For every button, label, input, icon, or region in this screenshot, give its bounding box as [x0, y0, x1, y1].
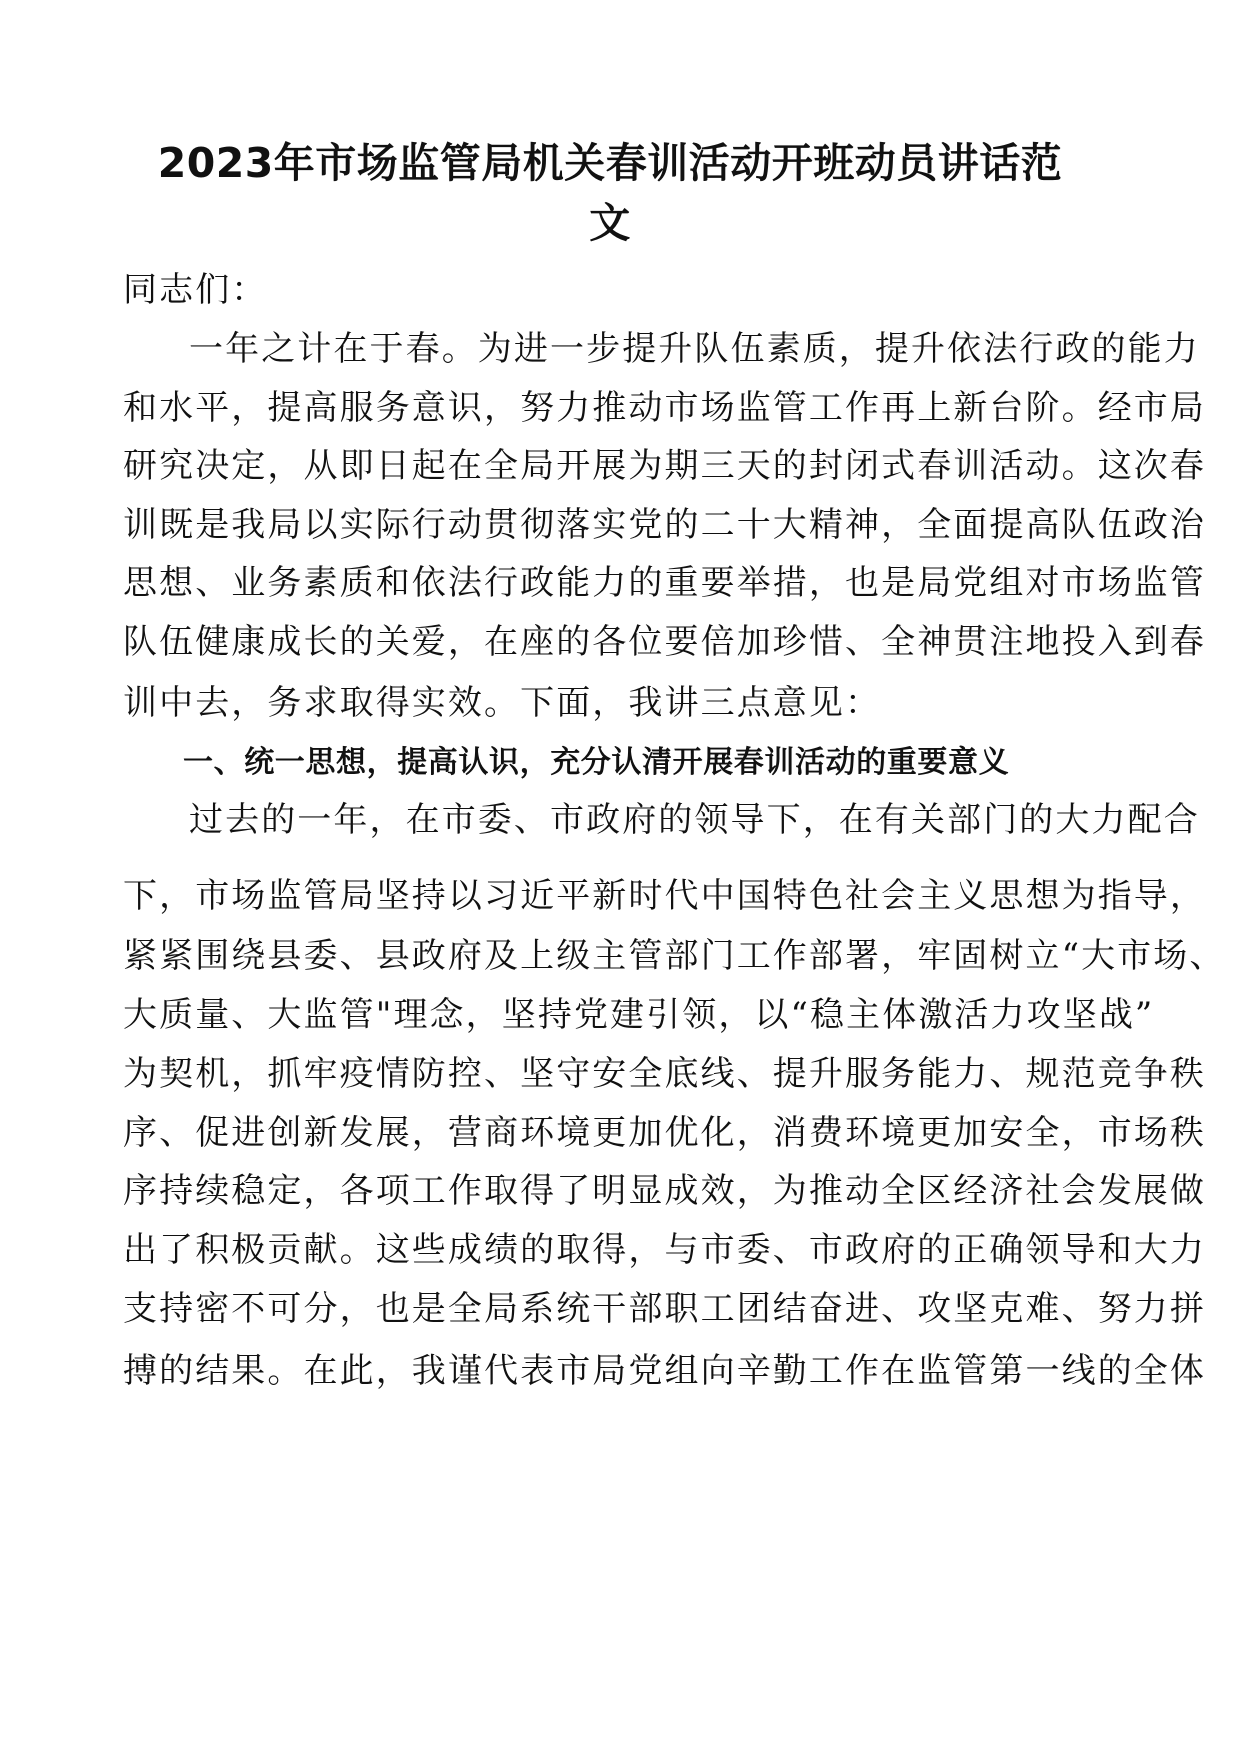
paragraph-2-line: 搏的结果。在此，我谨代表市局党组向辛勤工作在监管第一线的全体: [123, 1351, 1206, 1391]
paragraph-1-line: 和水平，提高服务意识，努力推动市场监管工作再上新台阶。经市局: [123, 388, 1206, 428]
paragraph-1-line: 一年之计在于春。为进一步提升队伍素质，提升依法行政的能力: [189, 329, 1200, 369]
document-title-line-1: 2023年市场监管局机关春训活动开班动员讲话范: [157, 139, 1063, 187]
paragraph-2-line: 紧紧围绕县委、县政府及上级主管部门工作部署，牢固树立“大市场、: [123, 936, 1226, 976]
paragraph-2-line: 支持密不可分，也是全局系统干部职工团结奋进、攻坚克难、努力拼: [123, 1289, 1206, 1329]
paragraph-2-line: 为契机，抓牢疫情防控、坚守安全底线、提升服务能力、规范竞争秩: [123, 1054, 1206, 1094]
paragraph-1-line: 训既是我局以实际行动贯彻落实党的二十大精神，全面提高队伍政治: [123, 505, 1206, 545]
paragraph-2-line: 下，市场监管局坚持以习近平新时代中国特色社会主义思想为指导，: [123, 876, 1206, 916]
paragraph-1-line: 思想、业务素质和依法行政能力的重要举措，也是局党组对市场监管: [123, 563, 1206, 603]
paragraph-1-line: 研究决定，从即日起在全局开展为期三天的封闭式春训活动。这次春: [123, 446, 1206, 486]
paragraph-2-line: 序持续稳定，各项工作取得了明显成效，为推动全区经济社会发展做: [123, 1171, 1206, 1211]
salutation: 同志们：: [123, 270, 268, 310]
paragraph-1-line: 训中去，务求取得实效。下面，我讲三点意见：: [123, 683, 882, 723]
paragraph-2-line: 出了积极贡献。这些成绩的取得，与市委、市政府的正确领导和大力: [123, 1230, 1206, 1270]
section-1-heading: 一、统一思想，提高认识，充分认清开展春训活动的重要意义: [183, 745, 1010, 780]
paragraph-2-line: 序、促进创新发展，营商环境更加优化，消费环境更加安全，市场秩: [123, 1113, 1206, 1153]
paragraph-1-line: 队伍健康成长的关爱，在座的各位要倍加珍惜、全神贯注地投入到春: [123, 622, 1206, 662]
paragraph-2-line: 大质量、大监管"理念，坚持党建引领，以“稳主体激活力攻坚战”: [123, 995, 1155, 1035]
document-title-line-2: 文: [589, 199, 631, 247]
paragraph-2-line: 过去的一年，在市委、市政府的领导下，在有关部门的大力配合: [189, 800, 1200, 840]
